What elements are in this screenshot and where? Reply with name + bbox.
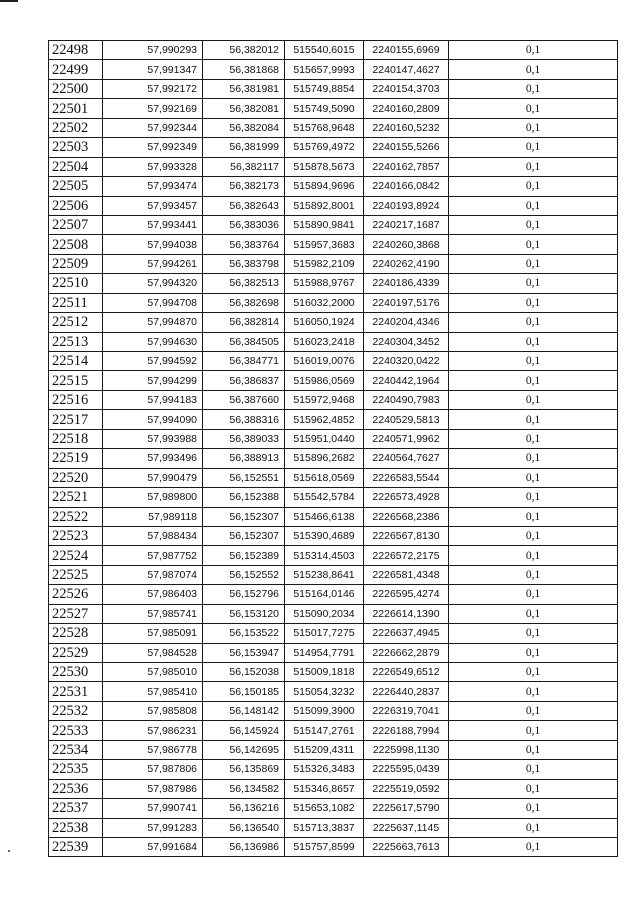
longitude-cell: 56,152551 <box>203 468 285 487</box>
point-number-cell: 22534 <box>49 740 103 759</box>
x-coordinate-cell: 515326,3483 <box>285 760 364 779</box>
table-row <box>49 740 618 759</box>
x-coordinate-cell: 515972,9468 <box>285 390 364 409</box>
y-coordinate-cell: 2226188,7994 <box>364 721 449 740</box>
y-coordinate-cell: 2240166,0842 <box>364 177 449 196</box>
y-coordinate-cell: 2225519,0592 <box>364 779 449 798</box>
table-row <box>49 624 618 643</box>
point-number-cell: 22527 <box>49 604 103 623</box>
table-row <box>49 118 618 137</box>
x-coordinate-cell: 515657,9993 <box>285 60 364 79</box>
point-number-cell: 22504 <box>49 157 103 176</box>
accuracy-cell: 0,1 <box>449 779 618 798</box>
accuracy-cell: 0,1 <box>449 799 618 818</box>
y-coordinate-cell: 2240529,5813 <box>364 410 449 429</box>
accuracy-cell: 0,1 <box>449 449 618 468</box>
point-number-cell: 22528 <box>49 624 103 643</box>
latitude-cell: 57,994038 <box>103 235 203 254</box>
longitude-cell: 56,142695 <box>203 740 285 759</box>
longitude-cell: 56,384771 <box>203 352 285 371</box>
longitude-cell: 56,382643 <box>203 196 285 215</box>
table-row <box>49 254 618 273</box>
y-coordinate-cell: 2226581,4348 <box>364 565 449 584</box>
y-coordinate-cell: 2240320,0422 <box>364 352 449 371</box>
latitude-cell: 57,994870 <box>103 313 203 332</box>
longitude-cell: 56,389033 <box>203 429 285 448</box>
x-coordinate-cell: 515653,1082 <box>285 799 364 818</box>
coordinates-table-body <box>49 41 618 857</box>
y-coordinate-cell: 2240162,7857 <box>364 157 449 176</box>
table-row <box>49 196 618 215</box>
x-coordinate-cell: 515314,4503 <box>285 546 364 565</box>
accuracy-cell: 0,1 <box>449 313 618 332</box>
x-coordinate-cell: 515054,3232 <box>285 682 364 701</box>
y-coordinate-cell: 2240304,3452 <box>364 332 449 351</box>
point-number-cell: 22529 <box>49 643 103 662</box>
latitude-cell: 57,987806 <box>103 760 203 779</box>
latitude-cell: 57,992172 <box>103 79 203 98</box>
point-number-cell: 22518 <box>49 429 103 448</box>
x-coordinate-cell: 515540,6015 <box>285 41 364 60</box>
latitude-cell: 57,992344 <box>103 118 203 137</box>
point-number-cell: 22503 <box>49 138 103 157</box>
table-row <box>49 546 618 565</box>
accuracy-cell: 0,1 <box>449 235 618 254</box>
point-number-cell: 22514 <box>49 352 103 371</box>
table-row <box>49 332 618 351</box>
accuracy-cell: 0,1 <box>449 740 618 759</box>
accuracy-cell: 0,1 <box>449 468 618 487</box>
x-coordinate-cell: 515951,0440 <box>285 429 364 448</box>
x-coordinate-cell: 515390,4689 <box>285 526 364 545</box>
y-coordinate-cell: 2240204,4346 <box>364 313 449 332</box>
table-row <box>49 138 618 157</box>
point-number-cell: 22510 <box>49 274 103 293</box>
accuracy-cell: 0,1 <box>449 293 618 312</box>
y-coordinate-cell: 2226662,2879 <box>364 643 449 662</box>
x-coordinate-cell: 515892,8001 <box>285 196 364 215</box>
longitude-cell: 56,383036 <box>203 215 285 234</box>
x-coordinate-cell: 515017,7275 <box>285 624 364 643</box>
x-coordinate-cell: 515009,1818 <box>285 663 364 682</box>
table-row <box>49 410 618 429</box>
latitude-cell: 57,994299 <box>103 371 203 390</box>
table-row <box>49 390 618 409</box>
longitude-cell: 56,152796 <box>203 585 285 604</box>
longitude-cell: 56,386837 <box>203 371 285 390</box>
point-number-cell: 22498 <box>49 41 103 60</box>
table-row <box>49 352 618 371</box>
x-coordinate-cell: 515988,9767 <box>285 274 364 293</box>
point-number-cell: 22537 <box>49 799 103 818</box>
point-number-cell: 22525 <box>49 565 103 584</box>
accuracy-cell: 0,1 <box>449 429 618 448</box>
x-coordinate-cell: 515982,2109 <box>285 254 364 273</box>
x-coordinate-cell: 516023,2418 <box>285 332 364 351</box>
accuracy-cell: 0,1 <box>449 196 618 215</box>
table-row <box>49 313 618 332</box>
table-row <box>49 818 618 837</box>
table-row <box>49 274 618 293</box>
longitude-cell: 56,136986 <box>203 837 285 856</box>
point-number-cell: 22512 <box>49 313 103 332</box>
x-coordinate-cell: 515542,5784 <box>285 488 364 507</box>
accuracy-cell: 0,1 <box>449 585 618 604</box>
longitude-cell: 56,384505 <box>203 332 285 351</box>
point-number-cell: 22511 <box>49 293 103 312</box>
table-row <box>49 779 618 798</box>
point-number-cell: 22506 <box>49 196 103 215</box>
y-coordinate-cell: 2226440,2837 <box>364 682 449 701</box>
latitude-cell: 57,994592 <box>103 352 203 371</box>
y-coordinate-cell: 2240490,7983 <box>364 390 449 409</box>
y-coordinate-cell: 2240217,1687 <box>364 215 449 234</box>
y-coordinate-cell: 2226319,7041 <box>364 701 449 720</box>
point-number-cell: 22539 <box>49 837 103 856</box>
accuracy-cell: 0,1 <box>449 215 618 234</box>
y-coordinate-cell: 2226568,2386 <box>364 507 449 526</box>
longitude-cell: 56,152389 <box>203 546 285 565</box>
y-coordinate-cell: 2225617,5790 <box>364 799 449 818</box>
x-coordinate-cell: 515757,8599 <box>285 837 364 856</box>
point-number-cell: 22509 <box>49 254 103 273</box>
latitude-cell: 57,986231 <box>103 721 203 740</box>
x-coordinate-cell: 516050,1924 <box>285 313 364 332</box>
y-coordinate-cell: 2240155,6969 <box>364 41 449 60</box>
point-number-cell: 22505 <box>49 177 103 196</box>
longitude-cell: 56,382173 <box>203 177 285 196</box>
x-coordinate-cell: 515749,8854 <box>285 79 364 98</box>
latitude-cell: 57,993441 <box>103 215 203 234</box>
latitude-cell: 57,990479 <box>103 468 203 487</box>
table-row <box>49 429 618 448</box>
latitude-cell: 57,990741 <box>103 799 203 818</box>
point-number-cell: 22532 <box>49 701 103 720</box>
longitude-cell: 56,134582 <box>203 779 285 798</box>
table-row <box>49 488 618 507</box>
latitude-cell: 57,994261 <box>103 254 203 273</box>
y-coordinate-cell: 2225637,1145 <box>364 818 449 837</box>
point-number-cell: 22538 <box>49 818 103 837</box>
point-number-cell: 22530 <box>49 663 103 682</box>
y-coordinate-cell: 2226549,6512 <box>364 663 449 682</box>
table-row <box>49 701 618 720</box>
latitude-cell: 57,993988 <box>103 429 203 448</box>
latitude-cell: 57,987074 <box>103 565 203 584</box>
latitude-cell: 57,985741 <box>103 604 203 623</box>
table-row <box>49 449 618 468</box>
point-number-cell: 22523 <box>49 526 103 545</box>
latitude-cell: 57,991347 <box>103 60 203 79</box>
y-coordinate-cell: 2240571,9962 <box>364 429 449 448</box>
x-coordinate-cell: 515346,8657 <box>285 779 364 798</box>
latitude-cell: 57,994708 <box>103 293 203 312</box>
table-row <box>49 235 618 254</box>
latitude-cell: 57,994630 <box>103 332 203 351</box>
latitude-cell: 57,990293 <box>103 41 203 60</box>
accuracy-cell: 0,1 <box>449 604 618 623</box>
accuracy-cell: 0,1 <box>449 99 618 118</box>
x-coordinate-cell: 515896,2682 <box>285 449 364 468</box>
latitude-cell: 57,985010 <box>103 663 203 682</box>
table-row <box>49 177 618 196</box>
table-row <box>49 293 618 312</box>
longitude-cell: 56,382084 <box>203 118 285 137</box>
longitude-cell: 56,148142 <box>203 701 285 720</box>
longitude-cell: 56,382117 <box>203 157 285 176</box>
latitude-cell: 57,992349 <box>103 138 203 157</box>
accuracy-cell: 0,1 <box>449 565 618 584</box>
table-row <box>49 99 618 118</box>
point-number-cell: 22520 <box>49 468 103 487</box>
x-coordinate-cell: 515962,4852 <box>285 410 364 429</box>
accuracy-cell: 0,1 <box>449 488 618 507</box>
point-number-cell: 22519 <box>49 449 103 468</box>
table-row <box>49 643 618 662</box>
latitude-cell: 57,984528 <box>103 643 203 662</box>
scan-speck <box>8 850 10 852</box>
point-number-cell: 22526 <box>49 585 103 604</box>
x-coordinate-cell: 515894,9696 <box>285 177 364 196</box>
point-number-cell: 22502 <box>49 118 103 137</box>
x-coordinate-cell: 515890,9841 <box>285 215 364 234</box>
latitude-cell: 57,988434 <box>103 526 203 545</box>
x-coordinate-cell: 515090,2034 <box>285 604 364 623</box>
y-coordinate-cell: 2240260,3868 <box>364 235 449 254</box>
accuracy-cell: 0,1 <box>449 118 618 137</box>
accuracy-cell: 0,1 <box>449 760 618 779</box>
longitude-cell: 56,381868 <box>203 60 285 79</box>
table-row <box>49 526 618 545</box>
point-number-cell: 22522 <box>49 507 103 526</box>
x-coordinate-cell: 516019,0076 <box>285 352 364 371</box>
latitude-cell: 57,993496 <box>103 449 203 468</box>
x-coordinate-cell: 515099,3900 <box>285 701 364 720</box>
longitude-cell: 56,382698 <box>203 293 285 312</box>
y-coordinate-cell: 2240154,3703 <box>364 79 449 98</box>
y-coordinate-cell: 2226637,4945 <box>364 624 449 643</box>
y-coordinate-cell: 2225998,1130 <box>364 740 449 759</box>
latitude-cell: 57,991684 <box>103 837 203 856</box>
latitude-cell: 57,985091 <box>103 624 203 643</box>
y-coordinate-cell: 2240160,2809 <box>364 99 449 118</box>
x-coordinate-cell: 515713,3837 <box>285 818 364 837</box>
longitude-cell: 56,382513 <box>203 274 285 293</box>
y-coordinate-cell: 2226567,8130 <box>364 526 449 545</box>
accuracy-cell: 0,1 <box>449 507 618 526</box>
accuracy-cell: 0,1 <box>449 157 618 176</box>
point-number-cell: 22531 <box>49 682 103 701</box>
point-number-cell: 22500 <box>49 79 103 98</box>
latitude-cell: 57,993474 <box>103 177 203 196</box>
x-coordinate-cell: 515164,0146 <box>285 585 364 604</box>
latitude-cell: 57,993328 <box>103 157 203 176</box>
x-coordinate-cell: 515878,5673 <box>285 157 364 176</box>
longitude-cell: 56,135869 <box>203 760 285 779</box>
latitude-cell: 57,994090 <box>103 410 203 429</box>
latitude-cell: 57,994320 <box>103 274 203 293</box>
longitude-cell: 56,153120 <box>203 604 285 623</box>
accuracy-cell: 0,1 <box>449 721 618 740</box>
x-coordinate-cell: 515769,4972 <box>285 138 364 157</box>
table-row <box>49 79 618 98</box>
point-number-cell: 22517 <box>49 410 103 429</box>
y-coordinate-cell: 2226614,1390 <box>364 604 449 623</box>
page-edge-mark <box>0 0 18 2</box>
accuracy-cell: 0,1 <box>449 332 618 351</box>
accuracy-cell: 0,1 <box>449 41 618 60</box>
table-row <box>49 60 618 79</box>
point-number-cell: 22508 <box>49 235 103 254</box>
longitude-cell: 56,381999 <box>203 138 285 157</box>
point-number-cell: 22499 <box>49 60 103 79</box>
x-coordinate-cell: 515209,4311 <box>285 740 364 759</box>
longitude-cell: 56,388316 <box>203 410 285 429</box>
point-number-cell: 22501 <box>49 99 103 118</box>
accuracy-cell: 0,1 <box>449 624 618 643</box>
latitude-cell: 57,989118 <box>103 507 203 526</box>
y-coordinate-cell: 2240147,4627 <box>364 60 449 79</box>
longitude-cell: 56,136216 <box>203 799 285 818</box>
x-coordinate-cell: 515147,2761 <box>285 721 364 740</box>
x-coordinate-cell: 515957,3683 <box>285 235 364 254</box>
coordinates-table <box>48 40 618 857</box>
accuracy-cell: 0,1 <box>449 390 618 409</box>
accuracy-cell: 0,1 <box>449 274 618 293</box>
latitude-cell: 57,987986 <box>103 779 203 798</box>
x-coordinate-cell: 515768,9648 <box>285 118 364 137</box>
latitude-cell: 57,986778 <box>103 740 203 759</box>
accuracy-cell: 0,1 <box>449 177 618 196</box>
longitude-cell: 56,136540 <box>203 818 285 837</box>
accuracy-cell: 0,1 <box>449 352 618 371</box>
y-coordinate-cell: 2226595,4274 <box>364 585 449 604</box>
y-coordinate-cell: 2240186,4339 <box>364 274 449 293</box>
longitude-cell: 56,387660 <box>203 390 285 409</box>
x-coordinate-cell: 516032,2000 <box>285 293 364 312</box>
x-coordinate-cell: 515238,8641 <box>285 565 364 584</box>
latitude-cell: 57,994183 <box>103 390 203 409</box>
accuracy-cell: 0,1 <box>449 643 618 662</box>
longitude-cell: 56,150185 <box>203 682 285 701</box>
longitude-cell: 56,383764 <box>203 235 285 254</box>
accuracy-cell: 0,1 <box>449 371 618 390</box>
longitude-cell: 56,383798 <box>203 254 285 273</box>
table-row <box>49 682 618 701</box>
y-coordinate-cell: 2240193,8924 <box>364 196 449 215</box>
point-number-cell: 22533 <box>49 721 103 740</box>
longitude-cell: 56,152307 <box>203 507 285 526</box>
longitude-cell: 56,153522 <box>203 624 285 643</box>
accuracy-cell: 0,1 <box>449 546 618 565</box>
accuracy-cell: 0,1 <box>449 526 618 545</box>
longitude-cell: 56,153947 <box>203 643 285 662</box>
y-coordinate-cell: 2226572,2175 <box>364 546 449 565</box>
accuracy-cell: 0,1 <box>449 663 618 682</box>
table-row <box>49 157 618 176</box>
latitude-cell: 57,989800 <box>103 488 203 507</box>
point-number-cell: 22516 <box>49 390 103 409</box>
latitude-cell: 57,987752 <box>103 546 203 565</box>
y-coordinate-cell: 2240160,5232 <box>364 118 449 137</box>
latitude-cell: 57,993457 <box>103 196 203 215</box>
accuracy-cell: 0,1 <box>449 138 618 157</box>
accuracy-cell: 0,1 <box>449 701 618 720</box>
y-coordinate-cell: 2226573,4928 <box>364 488 449 507</box>
table-row <box>49 507 618 526</box>
table-row <box>49 215 618 234</box>
point-number-cell: 22535 <box>49 760 103 779</box>
longitude-cell: 56,381981 <box>203 79 285 98</box>
latitude-cell: 57,991283 <box>103 818 203 837</box>
point-number-cell: 22524 <box>49 546 103 565</box>
longitude-cell: 56,152307 <box>203 526 285 545</box>
table-row <box>49 468 618 487</box>
longitude-cell: 56,388913 <box>203 449 285 468</box>
x-coordinate-cell: 515618,0569 <box>285 468 364 487</box>
latitude-cell: 57,985808 <box>103 701 203 720</box>
latitude-cell: 57,992169 <box>103 99 203 118</box>
point-number-cell: 22515 <box>49 371 103 390</box>
y-coordinate-cell: 2240262,4190 <box>364 254 449 273</box>
longitude-cell: 56,382081 <box>203 99 285 118</box>
accuracy-cell: 0,1 <box>449 254 618 273</box>
table-row <box>49 721 618 740</box>
point-number-cell: 22513 <box>49 332 103 351</box>
table-row <box>49 837 618 856</box>
y-coordinate-cell: 2240197,5176 <box>364 293 449 312</box>
table-row <box>49 799 618 818</box>
x-coordinate-cell: 515466,6138 <box>285 507 364 526</box>
longitude-cell: 56,152038 <box>203 663 285 682</box>
y-coordinate-cell: 2225663,7613 <box>364 837 449 856</box>
table-row <box>49 565 618 584</box>
x-coordinate-cell: 514954,7791 <box>285 643 364 662</box>
accuracy-cell: 0,1 <box>449 818 618 837</box>
longitude-cell: 56,152552 <box>203 565 285 584</box>
point-number-cell: 22521 <box>49 488 103 507</box>
point-number-cell: 22536 <box>49 779 103 798</box>
table-row <box>49 663 618 682</box>
table-row <box>49 585 618 604</box>
x-coordinate-cell: 515749,5090 <box>285 99 364 118</box>
longitude-cell: 56,152388 <box>203 488 285 507</box>
y-coordinate-cell: 2240442,1964 <box>364 371 449 390</box>
accuracy-cell: 0,1 <box>449 682 618 701</box>
y-coordinate-cell: 2240564,7627 <box>364 449 449 468</box>
accuracy-cell: 0,1 <box>449 837 618 856</box>
longitude-cell: 56,382012 <box>203 41 285 60</box>
table-row <box>49 371 618 390</box>
longitude-cell: 56,382814 <box>203 313 285 332</box>
y-coordinate-cell: 2240155,5266 <box>364 138 449 157</box>
latitude-cell: 57,986403 <box>103 585 203 604</box>
point-number-cell: 22507 <box>49 215 103 234</box>
table-row <box>49 41 618 60</box>
x-coordinate-cell: 515986,0569 <box>285 371 364 390</box>
accuracy-cell: 0,1 <box>449 79 618 98</box>
y-coordinate-cell: 2225595,0439 <box>364 760 449 779</box>
table-row <box>49 604 618 623</box>
accuracy-cell: 0,1 <box>449 60 618 79</box>
longitude-cell: 56,145924 <box>203 721 285 740</box>
table-row <box>49 760 618 779</box>
y-coordinate-cell: 2226583,5544 <box>364 468 449 487</box>
latitude-cell: 57,985410 <box>103 682 203 701</box>
accuracy-cell: 0,1 <box>449 410 618 429</box>
